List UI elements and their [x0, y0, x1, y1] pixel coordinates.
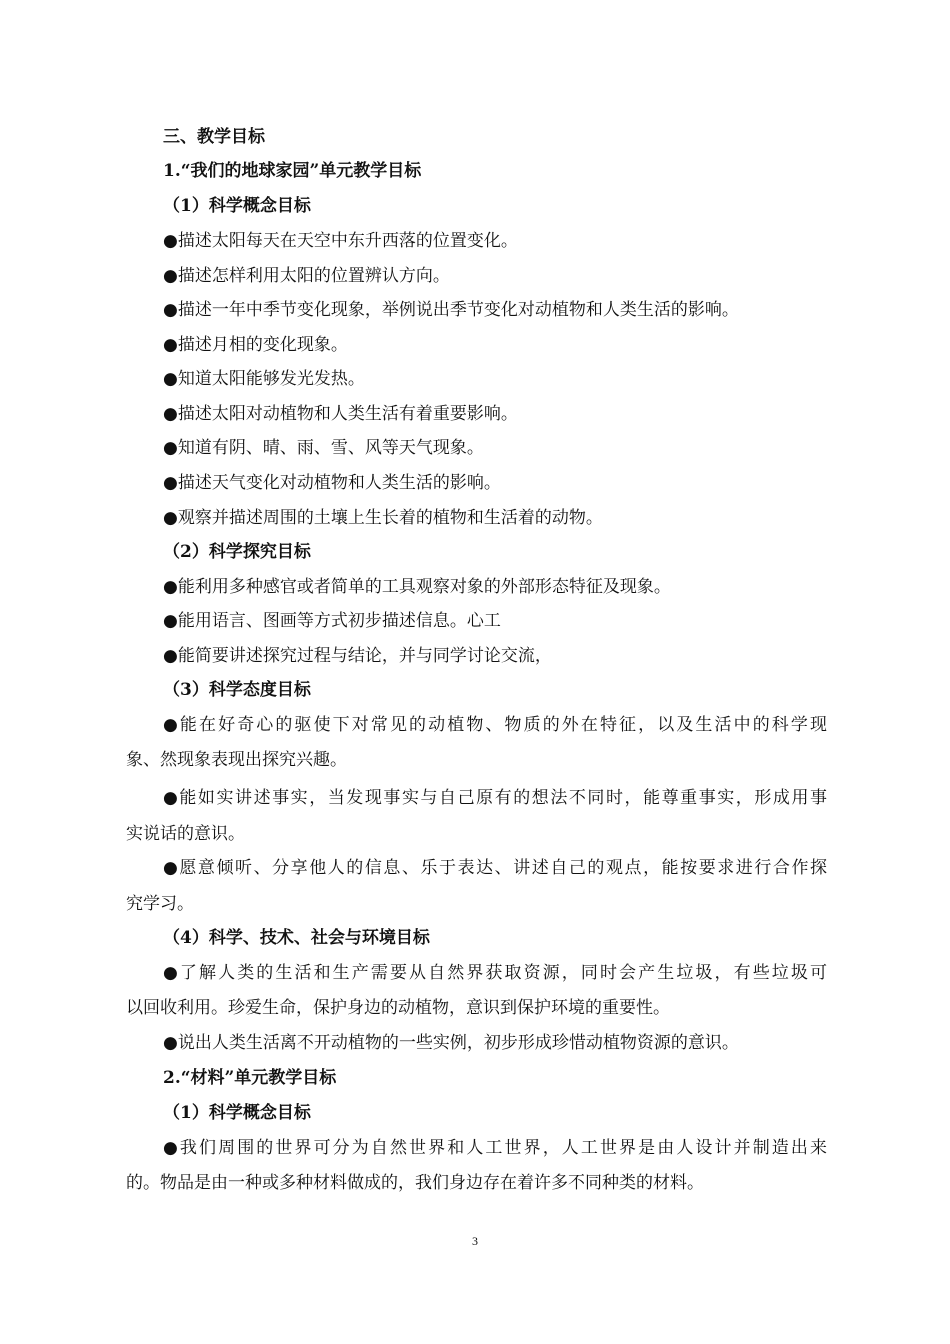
paragraph-line: 以回收利用。珍爱生命，保护身边的动植物，意识到保护环境的重要性。 [126, 998, 670, 1018]
paragraph-line: ●说出人类生活离不开动植物的一些实例，初步形成珍惜动植物资源的意识。 [163, 1033, 739, 1053]
list-item: ●描述月相的变化现象。 [163, 335, 348, 355]
unit1-concept-heading: （1）科学概念目标 [163, 196, 311, 216]
list-item: ●描述怎样利用太阳的位置辨认方向。 [163, 266, 450, 286]
paragraph-line: 的。物品是由一种或多种材料做成的，我们身边存在着许多不同种类的材料。 [126, 1173, 704, 1193]
paragraph-line: ●了解人类的生活和生产需要从自然界获取资源，同时会产生垃圾，有些垃圾可 [163, 963, 827, 983]
unit2-concept-heading: （1）科学概念目标 [163, 1103, 311, 1123]
unit1-society-heading: （4）科学、技术、社会与环境目标 [163, 928, 430, 948]
page-number: 3 [472, 1234, 478, 1248]
list-item: ●能用语言、图画等方式初步描述信息。心工 [163, 611, 501, 631]
list-item: ●能简要讲述探究过程与结论，并与同学讨论交流， [163, 646, 552, 666]
section-title: 三、教学目标 [163, 127, 265, 147]
unit1-attitude-heading: （3）科学态度目标 [163, 680, 311, 700]
list-item: ●描述一年中季节变化现象，举例说出季节变化对动植物和人类生活的影响。 [163, 300, 739, 320]
paragraph-line: ●能如实讲述事实，当发现事实与自己原有的想法不同时，能尊重事实，形成用事 [163, 788, 827, 808]
list-item: ●描述天气变化对动植物和人类生活的影响。 [163, 473, 501, 493]
list-item: ●描述太阳对动植物和人类生活有着重要影响。 [163, 404, 518, 424]
list-item: ●观察并描述周围的土壤上生长着的植物和生活着的动物。 [163, 508, 603, 528]
list-item: ●描述太阳每天在天空中东升西落的位置变化。 [163, 231, 518, 251]
list-item: ●知道太阳能够发光发热。 [163, 369, 365, 389]
paragraph-line: ●我们周围的世界可分为自然世界和人工世界，人工世界是由人设计并制造出来 [163, 1138, 827, 1158]
unit1-title: 1.“我们的地球家园”单元教学目标 [163, 161, 422, 181]
paragraph-line: 实说话的意识。 [126, 824, 245, 844]
paragraph-line: ●能在好奇心的驱使下对常见的动植物、物质的外在特征，以及生活中的科学现 [163, 715, 827, 735]
paragraph-line: 究学习。 [126, 894, 194, 914]
paragraph-line: 象、然现象表现出探究兴趣。 [126, 750, 347, 770]
list-item: ●知道有阴、晴、雨、雪、风等天气现象。 [163, 438, 484, 458]
unit2-title: 2.“材料”单元教学目标 [163, 1068, 337, 1088]
unit1-inquiry-heading: （2）科学探究目标 [163, 542, 311, 562]
paragraph-line: ●愿意倾听、分享他人的信息、乐于表达、讲述自己的观点，能按要求进行合作探 [163, 858, 827, 878]
list-item: ●能利用多种感官或者简单的工具观察对象的外部形态特征及现象。 [163, 577, 671, 597]
